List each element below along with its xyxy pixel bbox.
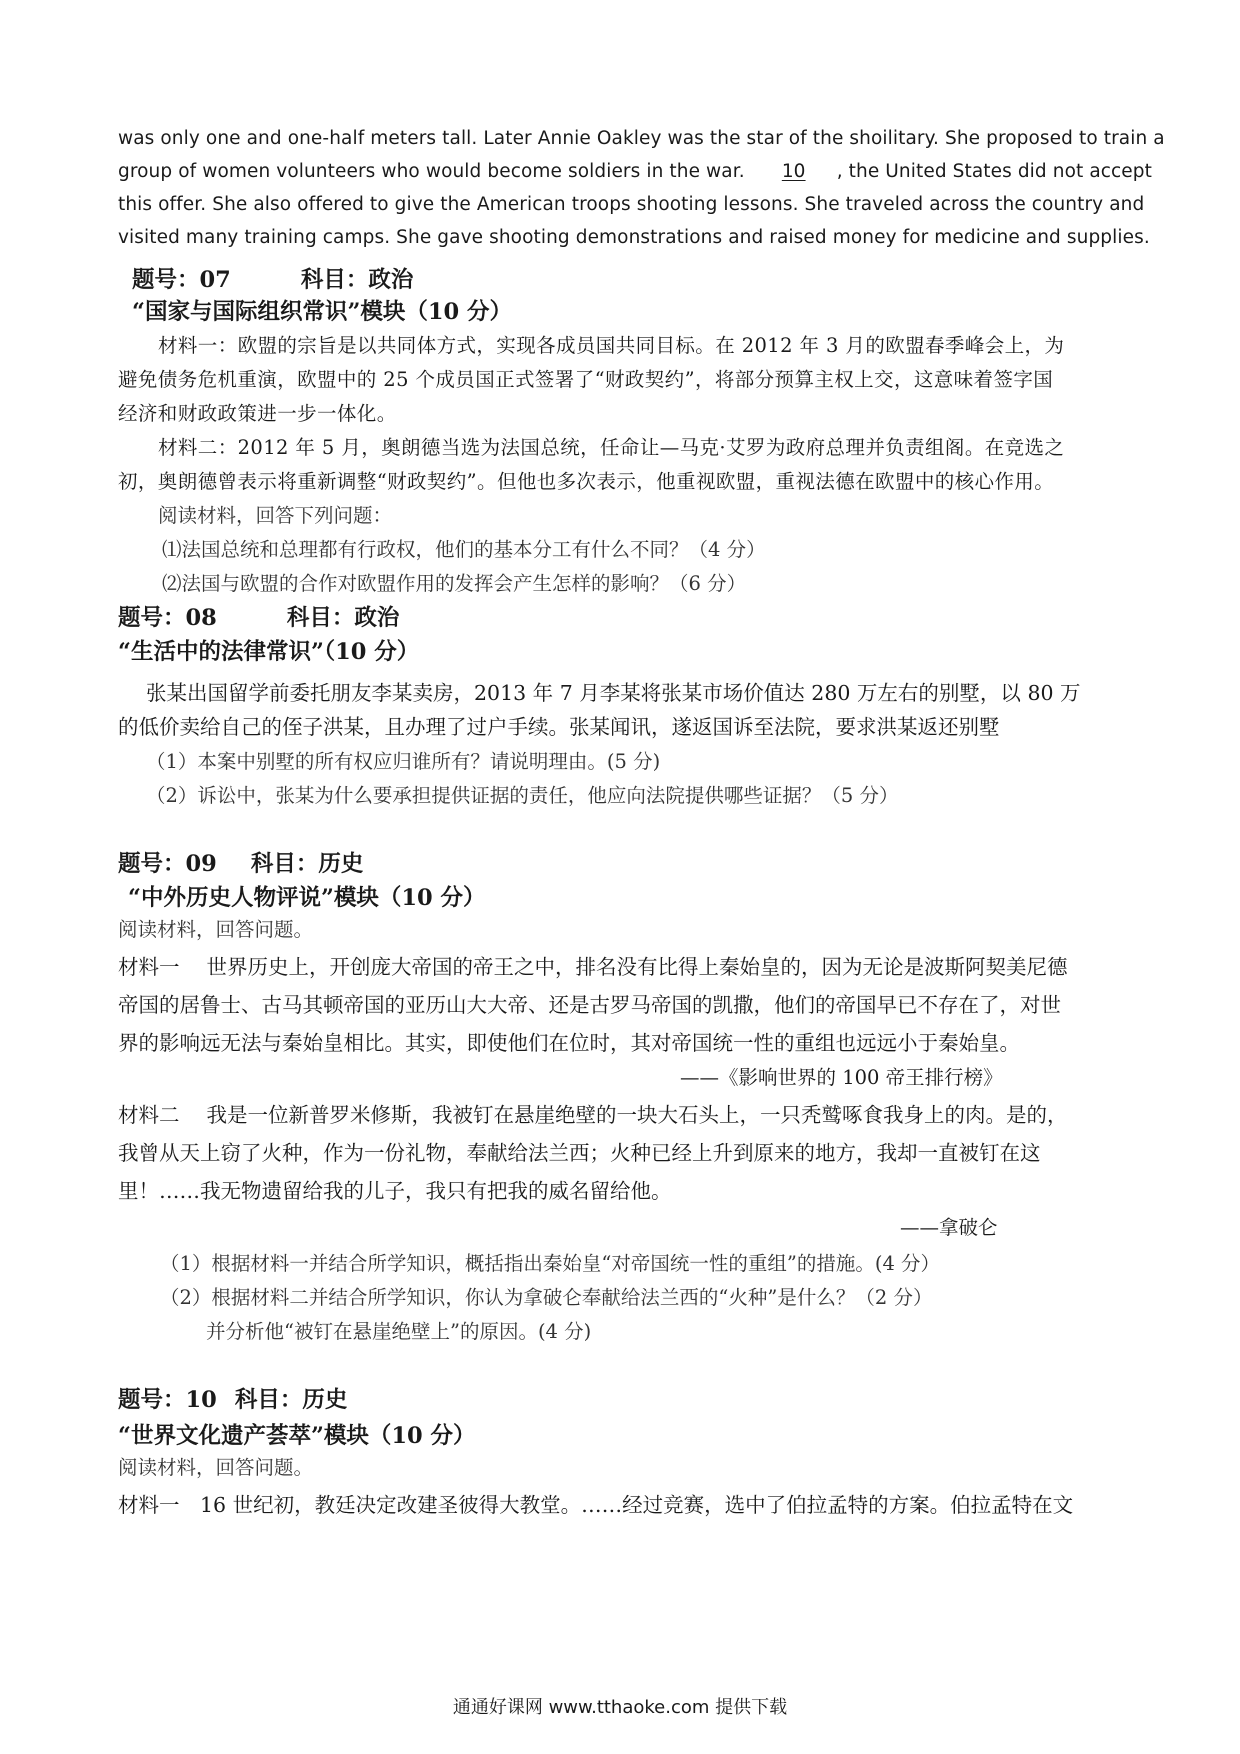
question-item: 并分析他“被钉在悬崖绝壁上”的原因。(4 分): [206, 1320, 592, 1343]
question-subject: 科目：历史: [234, 1387, 348, 1413]
material-line: 材料一 16 世纪初，教廷决定改建圣彼得大教堂。……经过竞赛，选中了伯拉孟特的方案。伯拉孟特在文: [118, 1493, 1074, 1517]
material-line: 里！……我无物遗留给我的儿子，我只有把我的威名留给他。: [118, 1179, 672, 1203]
question-item: ⑵法国与欧盟的合作对欧盟作用的发挥会产生怎样的影响？（6 分）: [162, 572, 747, 595]
module-title: “中外历史人物评说”模块（10 分）: [128, 885, 486, 911]
material-line: 材料二：2012 年 5 月，奥朗德当选为法国总统，任命让—马克·艾罗为政府总理并负责组阁。在竞选之: [158, 436, 1065, 459]
question-header: [118, 1382, 347, 1414]
english-passage: [118, 122, 1165, 254]
material-line: 材料一 世界历史上，开创庞大帝国的帝王之中，排名没有比得上秦始皇的，因为无论是波斯阿契美尼德: [118, 955, 1068, 979]
material-source: ——《影响世界的 100 帝王排行榜》: [680, 1066, 1003, 1089]
material-source: ——拿破仑: [900, 1216, 998, 1239]
body-line: 张某出国留学前委托朋友李某卖房，2013 年 7 月李某将张某市场价值达 280 万左右的别墅，以 80 万: [146, 681, 1081, 705]
passage-text: , the United States did not accept: [836, 161, 1152, 182]
module-title: “生活中的法律常识”（10 分）: [118, 639, 420, 665]
passage-line: this offer. She also offered to give the American troops shooting lessons. She traveled across the country and: [118, 194, 1145, 215]
passage-text: group of women volunteers who would become soldiers in the war.: [118, 161, 745, 182]
module-title: “世界文化遗产荟萃”模块（10 分）: [118, 1423, 476, 1449]
material-line: 帝国的居鲁士、古马其顿帝国的亚历山大大帝、还是古罗马帝国的凯撒，他们的帝国早已不存在了，对世: [118, 993, 1061, 1017]
body-line: 的低价卖给自己的侄子洪某，且办理了过户手续。张某闻讯，遂返国诉至法院，要求洪某返还别墅: [118, 715, 1000, 739]
question-subject: 科目：政治: [300, 267, 414, 293]
passage-line: was only one and one-half meters tall. Later Annie Oakley was the star of the shoilitary. She proposed to train a: [118, 128, 1165, 149]
page-footer: 通通好课网 www.tthaoke.com 提供下载: [452, 1697, 788, 1718]
question-item: （2）根据材料二并结合所学知识，你认为拿破仑奉献给法兰西的“火种”是什么？（2 分）: [160, 1286, 933, 1309]
question-item: （1）本案中别墅的所有权应归谁所有？请说明理由。(5 分): [146, 750, 661, 773]
question-subject: 科目：政治: [286, 605, 400, 631]
question-header: [132, 262, 413, 294]
material-line: 材料二 我是一位新普罗米修斯，我被钉在悬崖绝壁的一块大石头上，一只秃鹫啄食我身上的肉。是的，: [118, 1103, 1068, 1127]
cloze-blank: 10: [781, 161, 806, 182]
material-line: 材料一：欧盟的宗旨是以共同体方式，实现各成员国共同目标。在 2012 年 3 月的欧盟春季峰会上，为: [158, 334, 1065, 357]
passage-line: [118, 155, 1152, 188]
instruction-text: 阅读材料，回答问题。: [118, 1456, 314, 1479]
question-number: 题号：10: [118, 1387, 217, 1413]
material-line: 我曾从天上窃了火种，作为一份礼物，奉献给法兰西；火种已经上升到原来的地方，我却一直被钉在这: [118, 1141, 1041, 1165]
question-number: 题号：09: [118, 851, 217, 877]
question-item: （1）根据材料一并结合所学知识，概括指出秦始皇“对帝国统一性的重组”的措施。(4 分）: [160, 1252, 941, 1275]
material-line: 避免债务危机重演，欧盟中的 25 个成员国正式签署了“财政契约”，将部分预算主权上交，这意味着签字国: [118, 368, 1054, 391]
material-line: 界的影响远无法与秦始皇相比。其实，即使他们在位时，其对帝国统一性的重组也远远小于秦始皇。: [118, 1031, 1020, 1055]
question-number: 题号：07: [132, 267, 231, 293]
module-title: “国家与国际组织常识”模块（10 分）: [132, 299, 513, 325]
instruction-text: 阅读材料，回答问题。: [118, 918, 314, 941]
material-line: 经济和财政政策进一步一体化。: [118, 402, 397, 425]
instruction-text: 阅读材料，回答下列问题：: [158, 504, 393, 527]
question-subject: 科目：历史: [250, 851, 364, 877]
material-line: 初，奥朗德曾表示将重新调整“财政契约”。但他也多次表示，他重视欧盟，重视法德在欧盟中的核心作用。: [118, 470, 1055, 493]
question-header: [118, 846, 363, 878]
question-header: [118, 600, 399, 632]
question-item: （2）诉讼中，张某为什么要承担提供证据的责任，他应向法院提供哪些证据？（5 分）: [146, 784, 899, 807]
passage-line: visited many training camps. She gave shooting demonstrations and raised money for medicine and supplies.: [118, 227, 1150, 248]
question-item: ⑴法国总统和总理都有行政权，他们的基本分工有什么不同？（4 分）: [162, 538, 766, 561]
question-number: 题号：08: [118, 605, 217, 631]
